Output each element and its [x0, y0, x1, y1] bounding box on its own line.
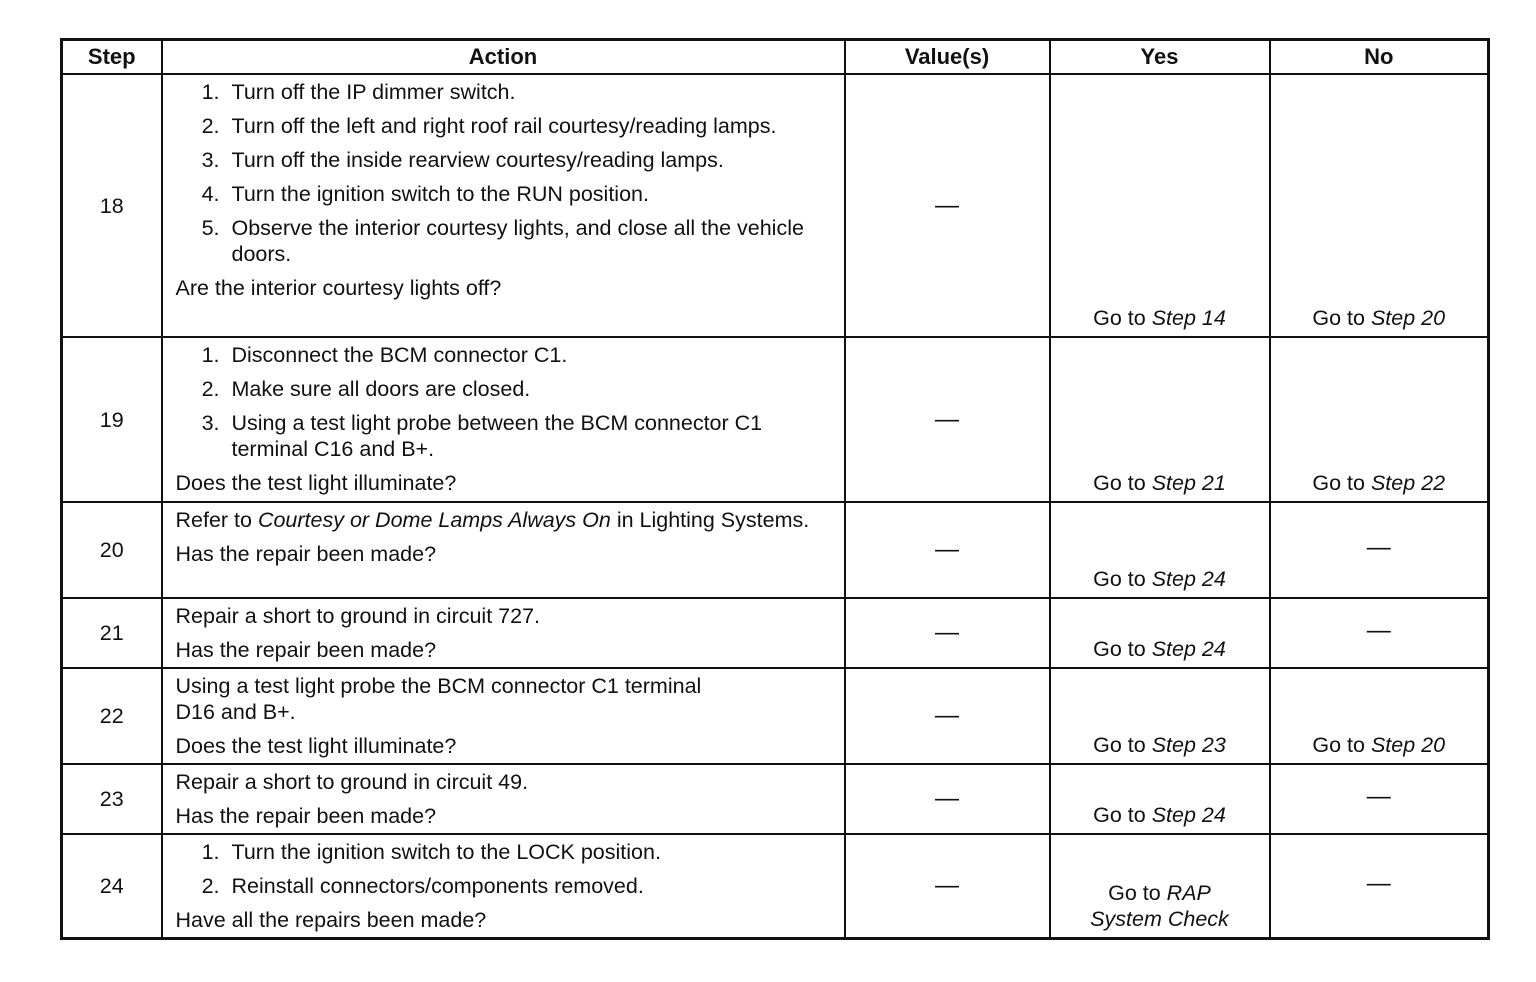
- no-cell: —: [1270, 598, 1489, 668]
- action-question: Has the repair been made?: [175, 542, 437, 566]
- table-row: [62, 598, 1489, 668]
- table-row: [62, 502, 1489, 598]
- header-value: Value(s): [845, 40, 1050, 75]
- action-text: Repair a short to ground in circuit 49.: [175, 770, 529, 794]
- yes-cell: Go to Step 23: [1050, 668, 1270, 764]
- yes-step-ref: Step 24: [1151, 567, 1226, 591]
- step-number: 18: [62, 74, 162, 337]
- yes-step-ref: Step 24: [1151, 637, 1226, 661]
- value-cell: —: [845, 834, 1050, 939]
- diagnostic-table: [60, 38, 1490, 940]
- no-step-ref: Step 20: [1370, 733, 1446, 757]
- yes-step-ref: RAP: [1166, 881, 1211, 905]
- table-row: [62, 668, 1489, 764]
- action-question: Have all the repairs been made?: [175, 908, 487, 932]
- yes-cell: Go to Step 21: [1050, 337, 1270, 502]
- header-no: No: [1270, 40, 1489, 75]
- step-number: 19: [62, 337, 162, 502]
- action-question: Does the test light illuminate?: [175, 734, 457, 758]
- diagnostic-table-page: [60, 38, 1487, 940]
- yes-cell: Go to Step 24: [1050, 598, 1270, 668]
- action-cell: [162, 764, 845, 834]
- value-cell: —: [845, 668, 1050, 764]
- action-text: Using a test light probe the BCM connector C1 terminal D16 and B+.: [175, 674, 702, 724]
- action-cell: [162, 337, 845, 502]
- step-number: 22: [62, 668, 162, 764]
- action-list: [176, 342, 834, 462]
- no-cell: Go to Step 20: [1270, 668, 1489, 764]
- step-number: 24: [62, 834, 162, 939]
- list-item: 3. Using a test light probe between the BCM connector C1 terminal C16 and B+.: [201, 411, 763, 461]
- table-row: [62, 834, 1489, 939]
- yes-cell: Go to Step 24: [1050, 764, 1270, 834]
- action-list: [176, 839, 834, 899]
- value-cell: —: [845, 598, 1050, 668]
- no-step-ref: Step 20: [1370, 306, 1446, 330]
- value-cell: —: [845, 764, 1050, 834]
- value-cell: —: [845, 337, 1050, 502]
- yes-cell: Go to Step 24: [1050, 502, 1270, 598]
- action-question: Has the repair been made?: [175, 804, 437, 828]
- list-item: 4. Turn the ignition switch to the RUN position.: [201, 182, 649, 206]
- no-cell: —: [1270, 834, 1489, 939]
- action-text: Refer to Courtesy or Dome Lamps Always On in Lighting Systems.: [175, 508, 810, 532]
- yes-step-ref: Step 14: [1151, 306, 1226, 330]
- no-cell: Go to Step 22: [1270, 337, 1489, 502]
- action-question: Does the test light illuminate?: [175, 471, 457, 495]
- step-number: 21: [62, 598, 162, 668]
- action-cell: [162, 668, 845, 764]
- yes-cell: Go to RAP System Check: [1050, 834, 1270, 939]
- list-item: 5. Observe the interior courtesy lights, and close all the vehicle doors.: [201, 216, 804, 266]
- header-row: [62, 40, 1489, 75]
- list-item: 2. Make sure all doors are closed.: [201, 377, 531, 401]
- action-text: Repair a short to ground in circuit 727.: [175, 604, 541, 628]
- list-item: 1. Disconnect the BCM connector C1.: [201, 343, 568, 367]
- list-item: 1. Turn the ignition switch to the LOCK position.: [201, 840, 661, 864]
- list-item: 2. Reinstall connectors/components removed.: [201, 874, 644, 898]
- list-item: 2. Turn off the left and right roof rail courtesy/reading lamps.: [201, 114, 777, 138]
- header-action: Action: [162, 40, 845, 75]
- yes-step-ref: Step 24: [1151, 803, 1226, 827]
- no-cell: —: [1270, 502, 1489, 598]
- value-cell: —: [845, 502, 1050, 598]
- action-list: [176, 79, 834, 267]
- action-cell: [162, 598, 845, 668]
- no-cell: Go to Step 20: [1270, 74, 1489, 337]
- yes-step-ref: Step 23: [1151, 733, 1226, 757]
- table-row: [62, 764, 1489, 834]
- action-question: Are the interior courtesy lights off?: [175, 276, 502, 300]
- yes-step-ref-line2: System Check: [1090, 907, 1229, 931]
- list-item: 1. Turn off the IP dimmer switch.: [201, 80, 516, 104]
- step-number: 20: [62, 502, 162, 598]
- yes-step-ref: Step 21: [1151, 471, 1226, 495]
- doc-reference: Courtesy or Dome Lamps Always On: [257, 508, 611, 532]
- header-step: Step: [62, 40, 162, 75]
- step-number: 23: [62, 764, 162, 834]
- table-row: [62, 74, 1489, 337]
- action-cell: [162, 834, 845, 939]
- action-question: Has the repair been made?: [175, 638, 437, 662]
- no-cell: —: [1270, 764, 1489, 834]
- list-item: 3. Turn off the inside rearview courtesy/reading lamps.: [201, 148, 724, 172]
- header-yes: Yes: [1050, 40, 1270, 75]
- no-step-ref: Step 22: [1370, 471, 1446, 495]
- yes-cell: Go to Step 14: [1050, 74, 1270, 337]
- action-cell: [162, 74, 845, 337]
- table-row: [62, 337, 1489, 502]
- action-cell: [162, 502, 845, 598]
- value-cell: —: [845, 74, 1050, 337]
